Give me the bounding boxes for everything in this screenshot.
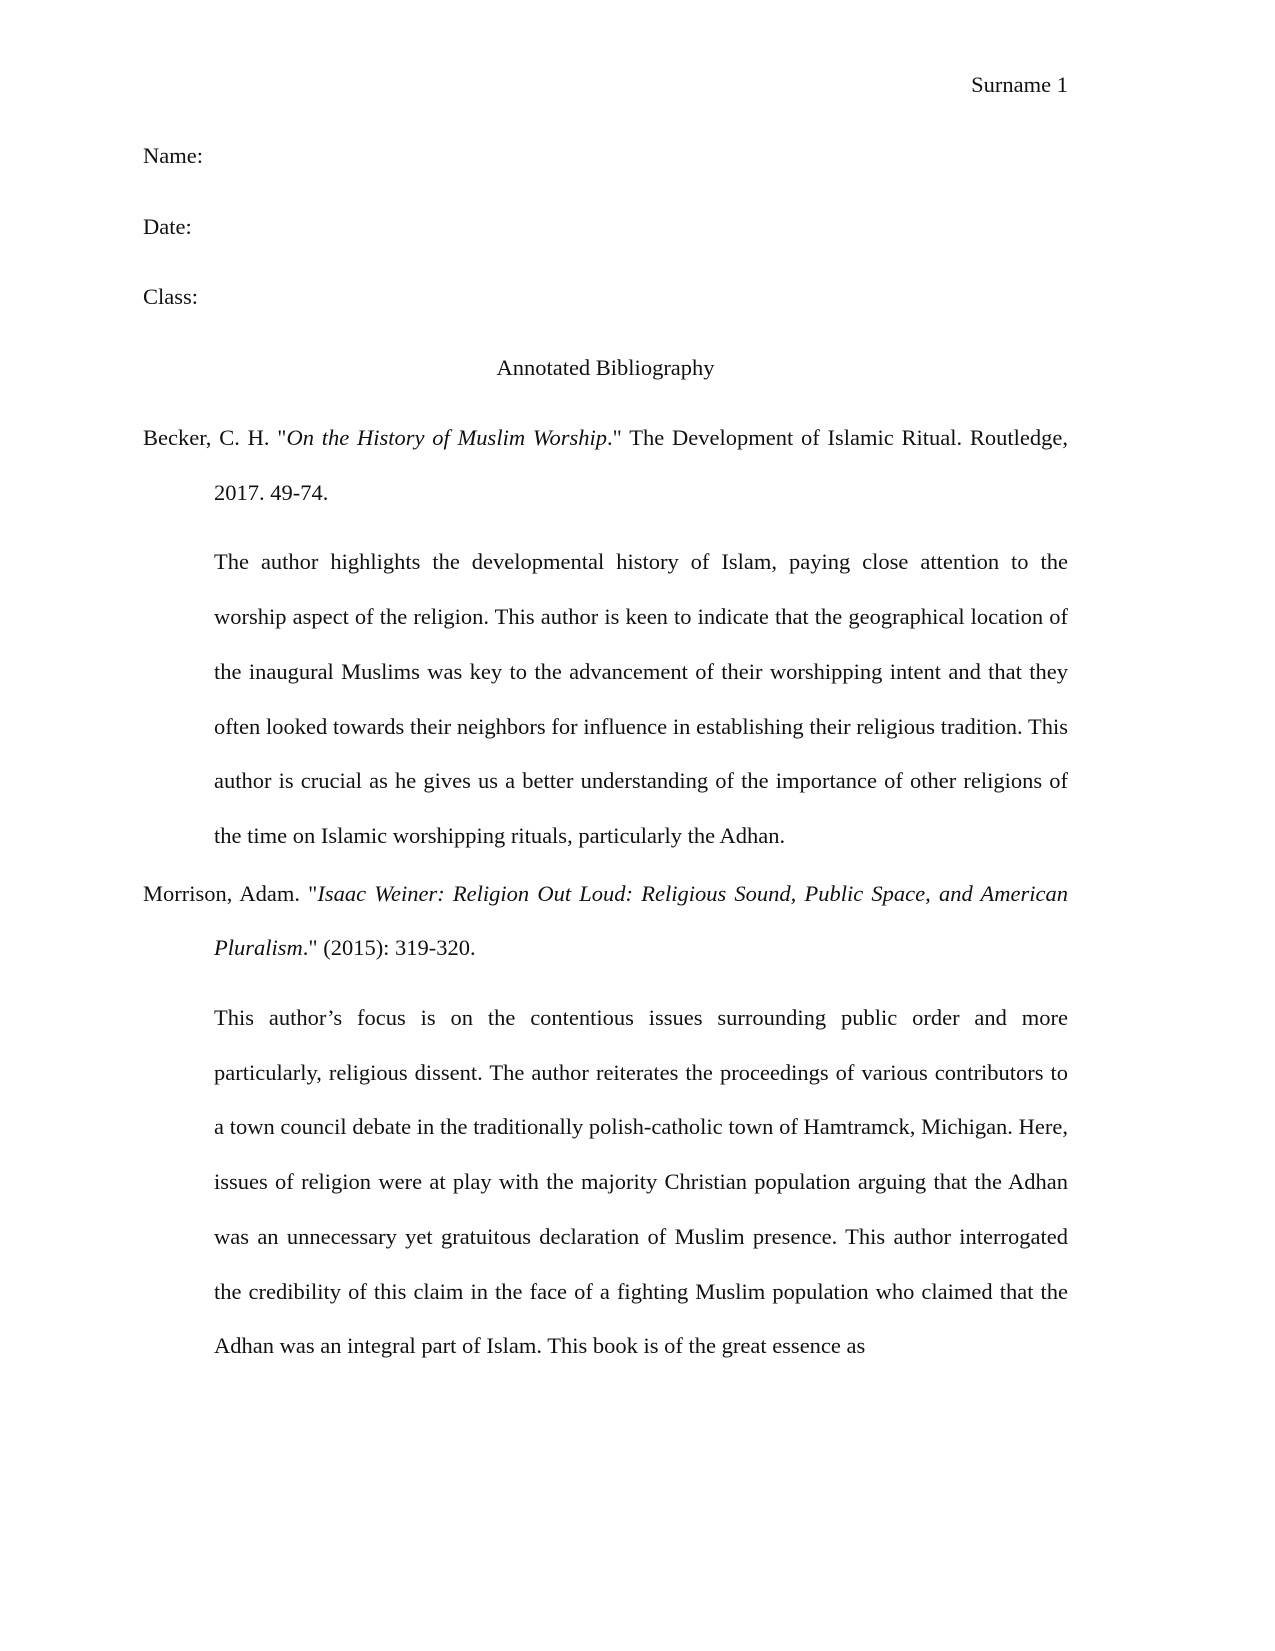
citation-details: ." The Development of Islamic Ritual. Routledge, 2017. 49-74. — [214, 425, 1069, 505]
citation-author: Morrison, Adam. " — [143, 880, 318, 906]
document-title: Annotated Bibliography — [496, 354, 715, 380]
document-body — [143, 141, 1068, 1389]
citation-title: Isaac Weiner: Religion Out Loud: Religious Sound, Public Space, and American Pluralism — [214, 880, 1069, 961]
bibliography-entry — [143, 867, 1068, 1374]
student-info — [143, 141, 1068, 353]
bibliography-entry — [143, 411, 1068, 864]
date-label: Date: — [143, 213, 192, 239]
running-head: Surname 1 — [971, 72, 1068, 97]
citation — [143, 867, 1068, 976]
citation-author: Becker, C. H. " — [143, 425, 287, 450]
annotation: The author highlights the developmental history of Islam, paying close attention to the worship aspect of the religion. This author is keen to indicate that the geographical location of the inaugural Muslims was key to the advancement of their worshipping intent and that they often looked towards their neighbors for influence in establishing their religious tradition. This author is crucial as he gives us a better understanding of the importance of other religions of the time on Islamic worshipping rituals, particularly the Adhan. — [214, 549, 1068, 848]
citation — [143, 411, 1068, 520]
name-label: Name: — [143, 143, 203, 168]
class-label: Class: — [143, 284, 199, 309]
citation-title: On the History of Muslim Worship — [286, 425, 608, 450]
citation-details: ." (2015): 319-320. — [302, 935, 476, 961]
annotation: This author’s focus is on the contentious issues surrounding public order and more particularly, religious dissent. The author reiterates the proceedings of various contributors to a town council debate in the traditionally polish-catholic town of Hamtramck, Michigan. Here, issues of religion were at play with the majority Christian population arguing that the Adhan was an unnecessary yet gratuitous declaration of Muslim presence. This author interrogated the credibility of this claim in the face of a fighting Muslim population who claimed that the Adhan was an integral part of Islam. This book is of the great essence as — [214, 1005, 1068, 1359]
